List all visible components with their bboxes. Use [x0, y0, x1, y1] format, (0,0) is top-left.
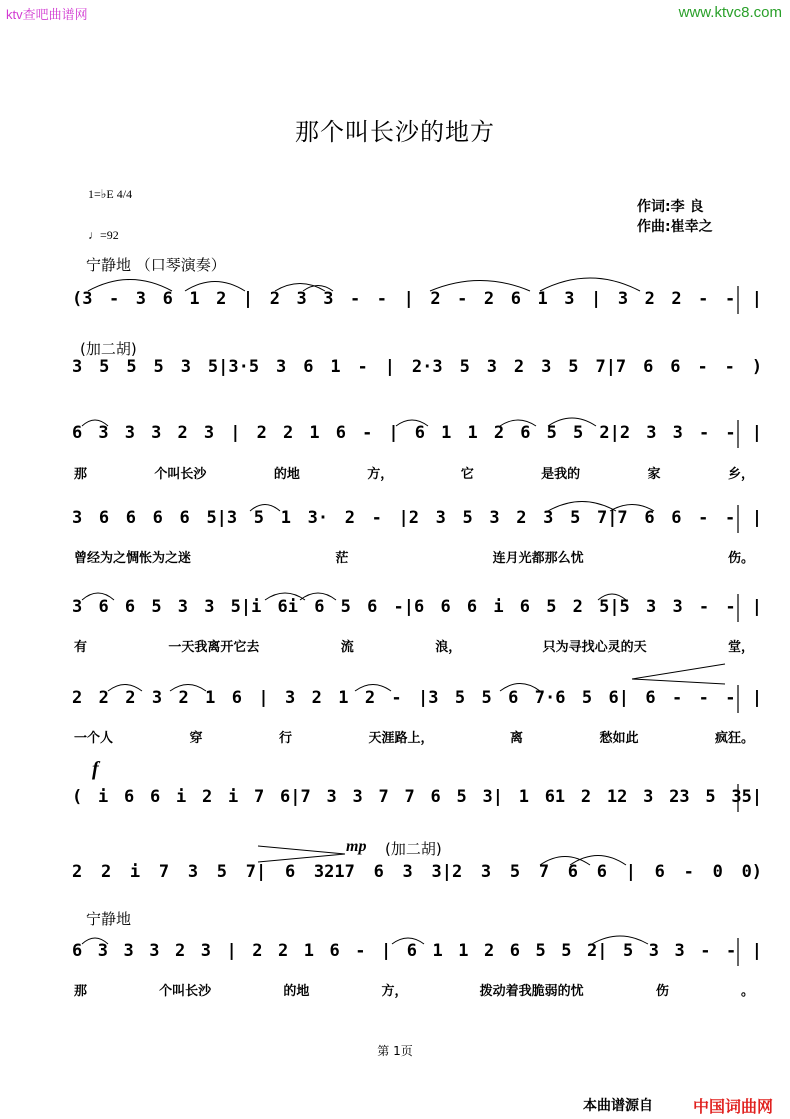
slur	[250, 505, 280, 512]
row-notes: 2 2 2 3 2 1 6 | 3 2 1 2 - |3 5 5 6 7·6 5 6| 6 - - - |	[72, 688, 763, 708]
slur	[392, 938, 424, 944]
slur	[500, 684, 540, 692]
slur	[82, 593, 114, 600]
slur	[170, 685, 206, 692]
slur	[500, 420, 536, 426]
slur	[598, 594, 626, 600]
row-notes: ( i 6 6 i 2 i 7 6|7 3 3 7 7 6 5 3| 1 61 2 12 3 23 5 35|	[72, 787, 763, 807]
watermark-left: ktv查吧曲谱网	[6, 7, 88, 22]
watermark-right: www.ktvc8.com	[678, 4, 782, 21]
slur	[185, 282, 245, 292]
slur	[592, 936, 648, 944]
decrescendo-hairpin	[258, 846, 345, 862]
slur	[82, 938, 108, 944]
slur	[540, 278, 640, 291]
row-notes: 6 3 3 3 2 3 | 2 2 1 6 - | 6 1 1 2 6 5 5 2| 5 3 3 - - |	[72, 941, 762, 961]
slur	[396, 420, 428, 426]
slur	[548, 502, 616, 512]
composer-credit: 作曲:崔幸之	[637, 219, 713, 235]
key-signature: 1=♭E 4/4	[88, 187, 133, 201]
slur	[88, 280, 172, 292]
slur	[303, 286, 333, 292]
page-number: 第 1页	[377, 1044, 413, 1058]
row-lyrics: 那 个叫长沙 的地 方， 拨动着我脆弱的忧 伤 。	[74, 984, 754, 999]
crescendo-hairpin	[632, 664, 725, 684]
slur	[570, 856, 626, 866]
tempo-mark: ♩=92	[88, 228, 119, 242]
mezzo-piano-mark: mp	[346, 838, 367, 855]
erhu-label-1: (加二胡)	[80, 340, 137, 358]
row-lyrics: 曾经为之惆怅为之迷 茫 连月光都那么忧 伤。	[74, 551, 755, 566]
erhu-label-2: (加二胡)	[385, 840, 442, 858]
calm-expression-label: 宁静地	[86, 910, 132, 928]
lyricist-credit: 作词:李 良	[637, 199, 704, 215]
row-notes: 2 2 i 7 3 5 7| 6 3217 6 3 3|2 3 5 7 6 6 | 6 - 0 0)	[72, 862, 763, 882]
row-lyrics: 有 一天我离开它去 流 浪， 只为寻找心灵的天 堂，	[74, 640, 754, 655]
score-title: 那个叫长沙的地方	[295, 118, 495, 146]
slur	[548, 418, 596, 426]
slur	[265, 593, 305, 600]
slur	[610, 505, 654, 512]
intro-expression-label: 宁静地 （口琴演奏）	[86, 256, 226, 274]
footer-site-logo: 中国词曲网	[693, 1097, 774, 1116]
row-lyrics: 那 个叫长沙 的地 方， 它 是我的 家 乡，	[74, 467, 754, 482]
slur	[82, 420, 108, 426]
slur	[430, 281, 530, 292]
row-notes: (3 - 3 6 1 2 | 2 3 3 - - | 2 - 2 6 1 3 | 3 2 2 - - |	[72, 289, 762, 309]
row-notes: 3 6 6 5 3 3 5|i 6i 6 5 6 -|6 6 6 i 6 5 2 5|5 3 3 - - |	[72, 597, 762, 617]
row-notes: 3 5 5 5 3 5|3·5 3 6 1 - | 2·3 5 3 2 3 5 7|7 6 6 - - )	[72, 357, 763, 377]
slur	[540, 857, 590, 866]
footer-source-label: 本曲谱源自	[583, 1098, 653, 1114]
row-lyrics: 一个人 穿 行 天涯路上， 离 愁如此 疯狂。	[74, 731, 754, 746]
slur	[355, 685, 391, 692]
slur	[275, 284, 325, 292]
slur	[300, 593, 336, 600]
row-notes: 3 6 6 6 6 5|3 5 1 3· 2 - |2 3 5 3 2 3 5 7|7 6 6 - - |	[72, 508, 763, 528]
slur	[108, 685, 142, 692]
row-notes: 6 3 3 3 2 3 | 2 2 1 6 - | 6 1 1 2 6 5 5 2|2 3 3 - - |	[72, 423, 762, 443]
forte-mark: f	[92, 758, 99, 780]
